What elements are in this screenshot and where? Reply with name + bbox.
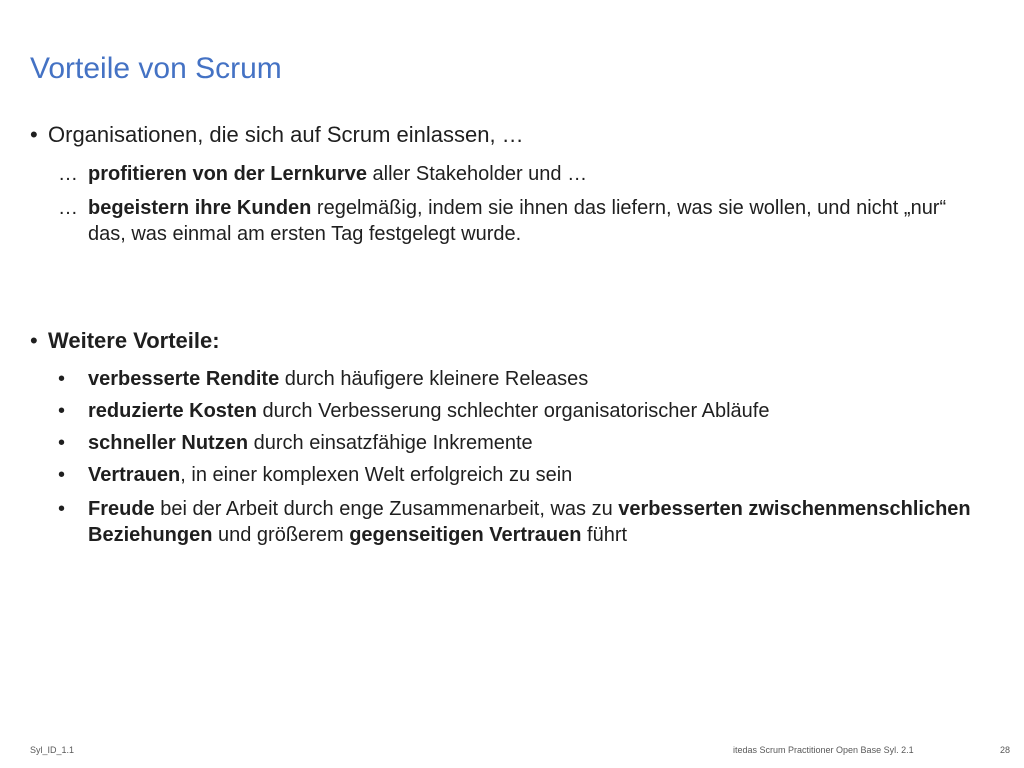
section2-item-1 xyxy=(58,366,978,392)
page-number: 28 xyxy=(1000,745,1011,755)
item-emphasis: profitieren von der Lernkurve xyxy=(88,163,367,185)
footer-course: itedas Scrum Practitioner Open Base Syl. 2.1 xyxy=(733,745,914,755)
section1-heading-text: Organisationen, die sich auf Scrum einlassen, … xyxy=(48,122,524,147)
item-body xyxy=(88,398,978,424)
section2-bullet: • xyxy=(30,328,38,353)
footer-id: Syl_ID_1.1 xyxy=(30,745,75,755)
item-body xyxy=(88,366,978,392)
item-text: und größerem xyxy=(212,524,350,546)
slide-title: Vorteile von Scrum xyxy=(30,52,282,85)
section2-item-2 xyxy=(58,398,978,424)
bullet-marker: • xyxy=(58,368,66,390)
item-body xyxy=(88,430,978,456)
ellipsis-marker: … xyxy=(58,197,78,219)
item-body xyxy=(88,195,978,247)
item-emphasis: Freude xyxy=(88,498,155,520)
item-text: durch häufigere kleinere Releases xyxy=(279,368,589,390)
item-emphasis: reduzierte Kosten xyxy=(88,400,257,422)
item-body xyxy=(88,462,978,488)
section2-item-5 xyxy=(58,496,978,548)
bullet-marker: • xyxy=(58,464,66,486)
item-text: aller Stakeholder und … xyxy=(366,163,588,185)
item-emphasis: begeistern ihre Kunden xyxy=(88,197,312,219)
bullet-marker: • xyxy=(58,432,66,454)
item-text: regelmäßig, indem sie ihnen das liefern, was sie wollen, und nicht „nur“ das, was einmal am ersten Tag festgelegt wurde. xyxy=(88,197,947,245)
section2-item-4 xyxy=(58,462,978,488)
item-emphasis: Vertrauen xyxy=(88,464,181,486)
item-text: durch einsatzfähige Inkremente xyxy=(248,432,533,454)
item-emphasis: verbesserten zwischenmenschlichen Beziehungen xyxy=(88,498,971,546)
item-text: bei der Arbeit durch enge Zusammenarbeit, was zu xyxy=(154,498,619,520)
item-emphasis: verbesserte Rendite xyxy=(88,368,280,390)
bullet-marker: • xyxy=(58,400,66,422)
section2-heading-text: Weitere Vorteile: xyxy=(48,328,220,353)
section1-bullet: • xyxy=(30,122,38,147)
item-text: , in einer komplexen Welt erfolgreich zu sein xyxy=(180,464,573,486)
item-body xyxy=(88,161,978,187)
item-emphasis: gegenseitigen Vertrauen xyxy=(349,524,582,546)
item-emphasis: schneller Nutzen xyxy=(88,432,249,454)
item-text: durch Verbesserung schlechter organisatorischer Abläufe xyxy=(256,400,770,422)
section1-item-2 xyxy=(58,195,978,247)
item-body xyxy=(88,496,978,548)
ellipsis-marker: … xyxy=(58,163,78,185)
section1-item-1 xyxy=(58,161,978,187)
item-text: führt xyxy=(581,524,628,546)
bullet-marker: • xyxy=(58,498,66,520)
section2-item-3 xyxy=(58,430,978,456)
